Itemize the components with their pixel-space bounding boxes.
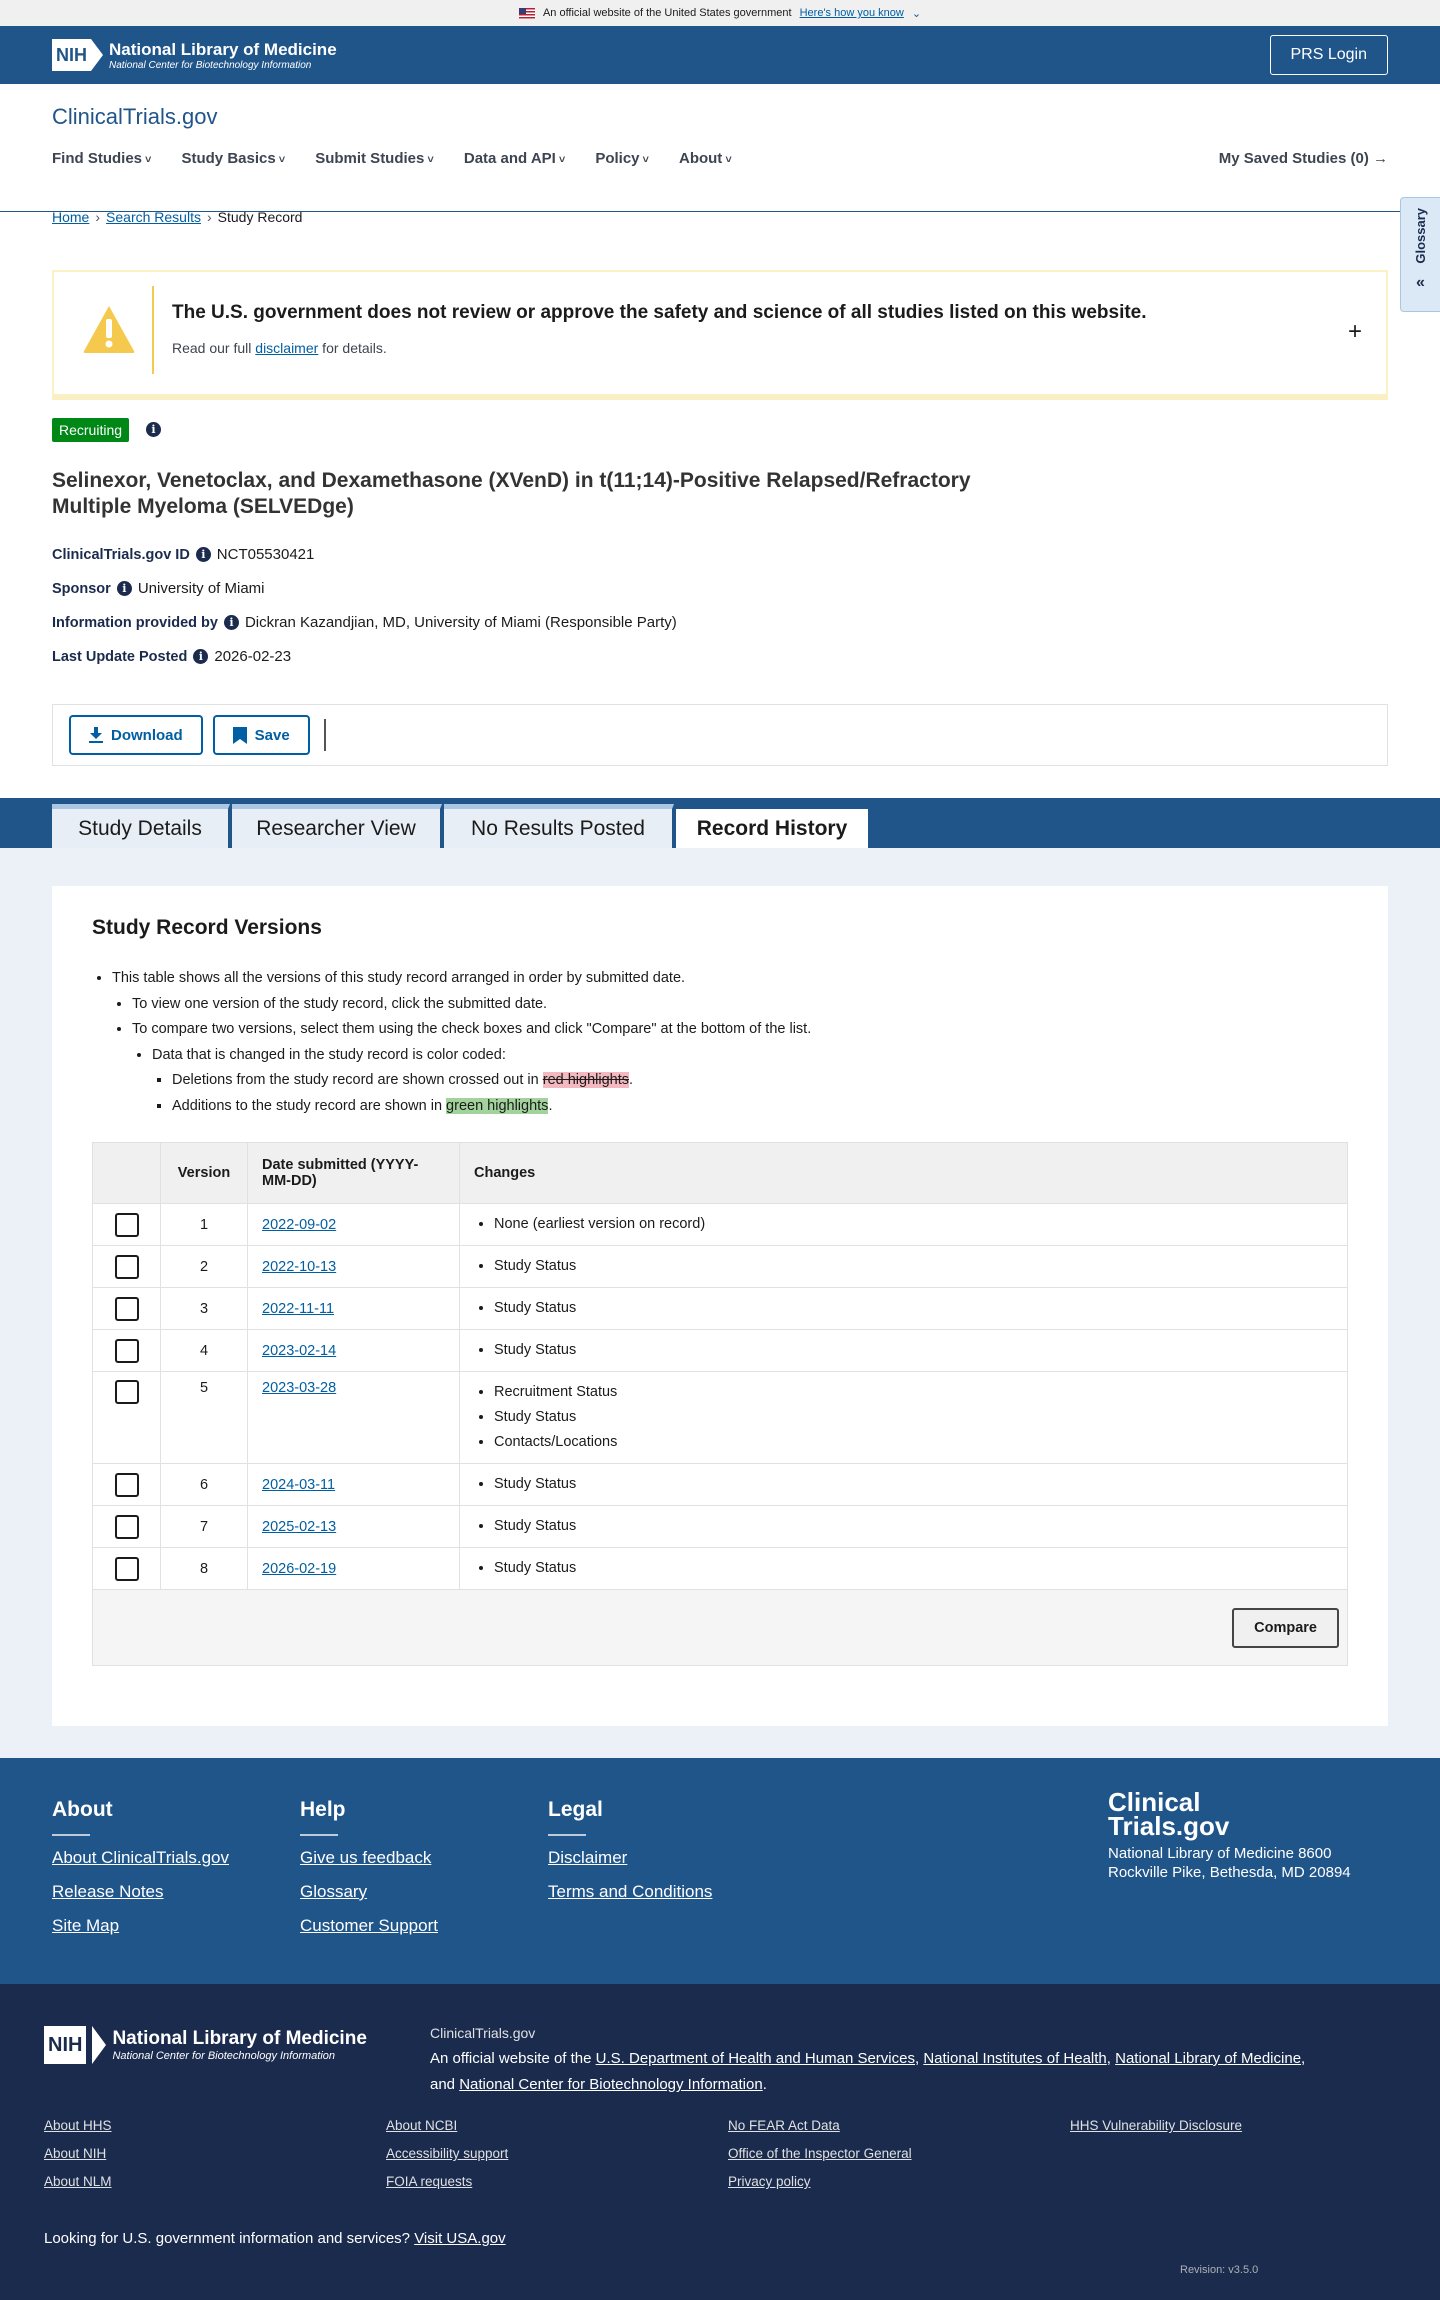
version-number: 1	[161, 1204, 248, 1246]
note-text: Additions to the study record are shown in	[172, 1097, 447, 1114]
revision-label: Revision: v3.5.0	[1180, 2264, 1259, 2276]
footer-link-disclaimer[interactable]: Disclaimer	[548, 1848, 628, 1867]
version-date-link[interactable]: 2022-10-13	[262, 1258, 337, 1275]
version-date-link[interactable]: 2022-11-11	[262, 1300, 335, 1317]
footer-divider	[300, 1834, 338, 1836]
footer-link-release-notes[interactable]: Release Notes	[52, 1882, 164, 1901]
usa-gov-line	[44, 2230, 506, 2247]
save-label: Save	[254, 726, 290, 744]
nih-logo[interactable]	[52, 39, 337, 71]
provided-by-label: Information provided by	[52, 614, 218, 631]
versions-notes	[92, 966, 811, 1119]
tab-no-results-posted[interactable]: No Results Posted	[444, 804, 674, 848]
last-update-row	[52, 648, 291, 665]
footer-link-inspector-general[interactable]: Office of the Inspector General	[728, 2146, 912, 2161]
nlm-link[interactable]: National Library of Medicine	[1115, 2050, 1302, 2067]
footer-logo-line2: Trials.gov	[1108, 1811, 1230, 1841]
footer-link-about-ct[interactable]: About ClinicalTrials.gov	[52, 1848, 229, 1867]
breadcrumb	[52, 209, 302, 225]
double-chevron-left-icon: «	[1416, 273, 1425, 291]
change-item: • Study Status	[494, 1514, 1333, 1539]
footer-ct-logo[interactable]	[1108, 1787, 1358, 1882]
date-cell	[248, 1506, 460, 1548]
note-item	[132, 992, 811, 1018]
change-item: • Study Status	[494, 1296, 1333, 1321]
version-number: 3	[161, 1288, 248, 1330]
footer-link-support[interactable]: Customer Support	[300, 1916, 438, 1935]
date-cell	[248, 1330, 460, 1372]
glossary-tab[interactable]	[1400, 197, 1440, 312]
footer-link-terms[interactable]: Terms and Conditions	[548, 1882, 713, 1901]
info-icon[interactable]: i	[224, 615, 239, 630]
footer-link-no-fear[interactable]: No FEAR Act Data	[728, 2118, 840, 2133]
sponsor-value: University of Miami	[137, 580, 265, 597]
prs-login-button[interactable]: PRS Login	[1270, 35, 1389, 75]
footer-link-accessibility[interactable]: Accessibility support	[386, 2146, 509, 2161]
footer-help-heading: Help	[300, 1798, 346, 1821]
table-row	[93, 1548, 1348, 1590]
provided-by-row	[52, 614, 677, 631]
footer-help-column	[300, 1798, 438, 1950]
table-row	[93, 1246, 1348, 1288]
version-date-link[interactable]: 2026-02-19	[262, 1560, 337, 1577]
footer-link-vulnerability[interactable]: HHS Vulnerability Disclosure	[1070, 2118, 1243, 2133]
breadcrumb-home[interactable]: Home	[52, 209, 90, 225]
date-cell	[248, 1288, 460, 1330]
table-row	[93, 1372, 1348, 1464]
alert-subtext	[172, 340, 387, 356]
changes-cell	[460, 1548, 1348, 1590]
date-column-header: Date submitted (YYYY-MM-DD)	[248, 1143, 460, 1204]
table-row	[93, 1506, 1348, 1548]
select-cell	[93, 1330, 161, 1372]
changes-column-header: Changes	[460, 1143, 1348, 1204]
study-id-value: NCT05530421	[216, 546, 315, 563]
note-text: To view one version of the study record, click the submitted date.	[132, 995, 548, 1012]
disclaimer-link[interactable]: disclaimer	[255, 340, 319, 356]
nih-header	[0, 26, 1440, 84]
select-cell	[93, 1372, 161, 1464]
provided-by-value: Dickran Kazandjian, MD, University of Miami (Responsible Party)	[244, 614, 677, 631]
bookmark-icon	[233, 727, 247, 744]
nlm-footer	[0, 1984, 1440, 2300]
versions-table	[92, 1142, 1348, 1666]
chevron-down-icon: ⌄	[911, 7, 922, 20]
versions-table-body	[93, 1204, 1348, 1590]
sponsor-row	[52, 580, 265, 597]
table-row	[93, 1288, 1348, 1330]
site-footer	[0, 1758, 1440, 1984]
info-icon[interactable]: i	[117, 581, 132, 596]
glossary-label: Glossary	[1413, 208, 1428, 264]
official-statement: An official website of the U.S. Department of Health and Human Services, National Institutes of Health, National Library of Medicine, and National Center for Biotechnology Information.	[430, 2050, 1306, 2093]
version-checkbox[interactable]	[115, 1557, 139, 1581]
nav-policy[interactable]: Policy ˅	[595, 150, 649, 167]
breadcrumb-search-results[interactable]: Search Results	[106, 209, 201, 225]
info-icon[interactable]: i	[196, 547, 211, 562]
study-id-label: ClinicalTrials.gov ID	[52, 546, 190, 563]
nih-arrow-icon	[91, 39, 103, 71]
version-checkbox[interactable]	[115, 1380, 139, 1404]
alert-divider	[152, 286, 154, 374]
official-website-text	[430, 2020, 1390, 2098]
gov-banner-text: An official website of the United States government	[542, 7, 792, 19]
date-cell	[248, 1246, 460, 1288]
table-header-row	[93, 1143, 1348, 1204]
heres-how-you-know-link[interactable]: Here's how you know	[799, 7, 904, 19]
chevron-right-icon: ›	[206, 209, 212, 225]
footer-legal-heading: Legal	[548, 1798, 603, 1821]
changes-cell	[460, 1288, 1348, 1330]
version-date-link[interactable]: 2023-03-28	[262, 1380, 337, 1396]
footer-link-site-map[interactable]: Site Map	[52, 1916, 120, 1935]
change-item: • Study Status	[494, 1472, 1333, 1497]
action-separator	[324, 719, 326, 751]
site-logo-main: ClinicalTrials	[52, 104, 176, 129]
changes-cell	[460, 1330, 1348, 1372]
version-date-link[interactable]: 2023-02-14	[262, 1342, 337, 1359]
record-versions-panel	[52, 886, 1388, 1726]
select-cell	[93, 1464, 161, 1506]
version-checkbox[interactable]	[115, 1213, 139, 1237]
usa-gov-text: Looking for U.S. government information and services?	[44, 2230, 411, 2247]
version-date-link[interactable]: 2024-03-11	[262, 1476, 336, 1493]
alert-title: The U.S. government does not review or approve the safety and science of all studies listed on this website.	[172, 302, 1147, 323]
select-cell	[93, 1246, 161, 1288]
footer-link-foia[interactable]: FOIA requests	[386, 2174, 473, 2189]
footer-link-about-ncbi[interactable]: About NCBI	[386, 2118, 458, 2133]
nih-link[interactable]: National Institutes of Health	[923, 2050, 1107, 2067]
version-checkbox[interactable]	[115, 1473, 139, 1497]
table-row	[93, 1204, 1348, 1246]
version-checkbox[interactable]	[115, 1515, 139, 1539]
footer-nih-badge: NIH	[44, 2026, 86, 2064]
table-row	[93, 1464, 1348, 1506]
version-number: 5	[161, 1372, 248, 1464]
nih-badge-text: NIH	[52, 39, 91, 71]
change-item: • Recruitment Status	[494, 1380, 1333, 1405]
study-id-row	[52, 546, 314, 563]
footer-legal-column	[548, 1798, 712, 1916]
note-period: .	[548, 1097, 553, 1114]
changes-cell	[460, 1464, 1348, 1506]
sponsor-label: Sponsor	[52, 580, 111, 597]
version-number: 2	[161, 1246, 248, 1288]
change-item: • Study Status	[494, 1254, 1333, 1279]
footer-nlm-title: National Library of Medicine	[112, 2028, 367, 2049]
download-label: Download	[111, 726, 183, 744]
note-item	[152, 1043, 811, 1120]
note-text: Data that is changed in the study record is color coded:	[152, 1046, 506, 1063]
expand-plus-icon[interactable]: +	[1347, 318, 1362, 345]
official-before: An official website of the	[430, 2050, 596, 2067]
study-title: Selinexor, Venetoclax, and Dexamethasone (XVenD) in t(11;14)-Positive Relapsed/Refractory Multiple Myeloma (SELVEDge)	[52, 469, 971, 518]
compare-button[interactable]: Compare	[1232, 1608, 1339, 1648]
note-period: .	[628, 1072, 634, 1088]
note-text: This table shows all the versions of this study record arranged in order by submitted date.	[112, 970, 686, 986]
select-cell	[93, 1548, 161, 1590]
last-update-value: 2026-02-23	[214, 648, 292, 665]
select-cell	[93, 1506, 161, 1548]
version-number: 7	[161, 1506, 248, 1548]
nav-about[interactable]: About ˅	[679, 150, 732, 167]
footer-link-about-nlm[interactable]: About NLM	[44, 2174, 112, 2189]
version-date-link[interactable]: 2025-02-13	[262, 1518, 337, 1535]
green-highlight-sample: green highlights	[446, 1097, 549, 1114]
select-column-header	[93, 1143, 161, 1204]
date-cell	[248, 1548, 460, 1590]
footer-link-about-hhs[interactable]: About HHS	[44, 2118, 112, 2133]
nih-title: National Library of Medicine	[109, 39, 337, 59]
site-logo[interactable]	[52, 104, 217, 130]
last-update-label: Last Update Posted	[52, 648, 188, 665]
table-footer-row	[93, 1590, 1348, 1666]
footer-about-column	[52, 1798, 229, 1950]
versions-heading: Study Record Versions	[92, 916, 322, 939]
nav-data-and-api[interactable]: Data and API ˅	[464, 150, 565, 167]
changes-cell	[460, 1246, 1348, 1288]
footer-site-name: ClinicalTrials.gov	[430, 2025, 536, 2041]
nav-find-studies[interactable]: Find Studies ˅	[52, 150, 151, 167]
breadcrumb-current: Study Record	[217, 209, 303, 225]
nih-subtitle: National Center for Biotechnology Information	[109, 59, 312, 71]
site-header	[0, 84, 1440, 212]
status-badge: Recruiting	[52, 418, 129, 442]
ncbi-link[interactable]: National Center for Biotechnology Information	[459, 2076, 763, 2093]
changes-cell	[460, 1204, 1348, 1246]
changes-cell	[460, 1506, 1348, 1548]
visit-usa-gov-link[interactable]: Visit USA.gov	[414, 2230, 506, 2247]
note-text: To compare two versions, select them using the check boxes and click "Compare" at the bottom of the list.	[132, 1021, 812, 1037]
date-cell	[248, 1372, 460, 1464]
saved-studies-label: My Saved Studies (0)	[1218, 150, 1369, 167]
nav-study-basics[interactable]: Study Basics ˅	[181, 150, 285, 167]
footer-about-heading: About	[52, 1798, 113, 1821]
note-item	[132, 1017, 811, 1119]
tab-record-history[interactable]: Record History	[676, 804, 870, 848]
change-item: • Contacts/Locations	[494, 1430, 1333, 1455]
compare-cell	[93, 1590, 1348, 1666]
arrow-right-icon: →	[1373, 150, 1388, 167]
warning-icon	[82, 304, 136, 354]
change-item: • None (earliest version on record)	[494, 1212, 1333, 1237]
chevron-right-icon: ›	[95, 209, 101, 225]
us-flag-icon	[519, 8, 535, 19]
download-button[interactable]	[69, 715, 203, 755]
nih-logo-text	[109, 40, 337, 71]
note-item	[172, 1068, 811, 1094]
info-icon[interactable]: i	[193, 649, 208, 664]
change-item: • Study Status	[494, 1338, 1333, 1363]
action-bar	[52, 704, 1388, 766]
tab-researcher-view[interactable]: Researcher View	[232, 804, 442, 848]
change-item: • Study Status	[494, 1405, 1333, 1430]
footer-nlm-subtitle: National Center for Biotechnology Information	[112, 2050, 336, 2062]
footer-link-feedback[interactable]: Give us feedback	[300, 1848, 432, 1867]
select-cell	[93, 1288, 161, 1330]
site-logo-suffix: .gov	[175, 104, 218, 129]
note-item	[112, 966, 811, 1119]
footer-logo-line1: Clinical	[1108, 1787, 1201, 1817]
gov-banner	[0, 0, 1440, 26]
footer-link-glossary[interactable]: Glossary	[300, 1882, 368, 1901]
version-number: 6	[161, 1464, 248, 1506]
info-icon[interactable]: i	[146, 422, 161, 437]
nih-badge	[52, 39, 103, 71]
tab-study-details[interactable]: Study Details	[52, 804, 230, 848]
alert-sub-after: for details.	[318, 340, 387, 356]
hhs-link[interactable]: U.S. Department of Health and Human Services	[595, 2050, 915, 2067]
note-item	[172, 1094, 811, 1120]
alert-sub-before: Read our full	[172, 340, 256, 356]
download-icon	[89, 727, 103, 743]
red-highlight-sample: red highlights	[542, 1072, 629, 1088]
footer-divider	[52, 1834, 90, 1836]
nav-submit-studies[interactable]: Submit Studies ˅	[315, 150, 434, 167]
footer-link-about-nih[interactable]: About NIH	[44, 2146, 107, 2161]
save-button[interactable]	[213, 715, 310, 755]
footer-nih-logo[interactable]	[44, 2026, 367, 2064]
version-column-header: Version	[161, 1143, 248, 1204]
footer-link-privacy[interactable]: Privacy policy	[728, 2174, 811, 2189]
table-row	[93, 1330, 1348, 1372]
date-cell	[248, 1204, 460, 1246]
changes-cell	[460, 1372, 1348, 1464]
change-item: • Study Status	[494, 1556, 1333, 1581]
version-number: 4	[161, 1330, 248, 1372]
official-and: and	[430, 2076, 460, 2093]
main-nav	[52, 150, 732, 167]
note-text: Deletions from the study record are shown crossed out in	[172, 1072, 543, 1088]
version-checkbox[interactable]	[115, 1255, 139, 1279]
version-date-link[interactable]: 2022-09-02	[262, 1216, 337, 1233]
version-number: 8	[161, 1548, 248, 1590]
footer-divider	[548, 1834, 586, 1836]
footer-address: National Library of Medicine 8600 Rockville Pike, Bethesda, MD 20894	[1108, 1845, 1351, 1881]
select-cell	[93, 1204, 161, 1246]
nih-arrow-icon	[92, 2026, 106, 2064]
version-checkbox[interactable]	[115, 1297, 139, 1321]
disclaimer-alert	[52, 270, 1388, 400]
my-saved-studies-link[interactable]	[1219, 150, 1388, 167]
date-cell	[248, 1464, 460, 1506]
tab-bar	[0, 798, 1440, 848]
version-checkbox[interactable]	[115, 1339, 139, 1363]
